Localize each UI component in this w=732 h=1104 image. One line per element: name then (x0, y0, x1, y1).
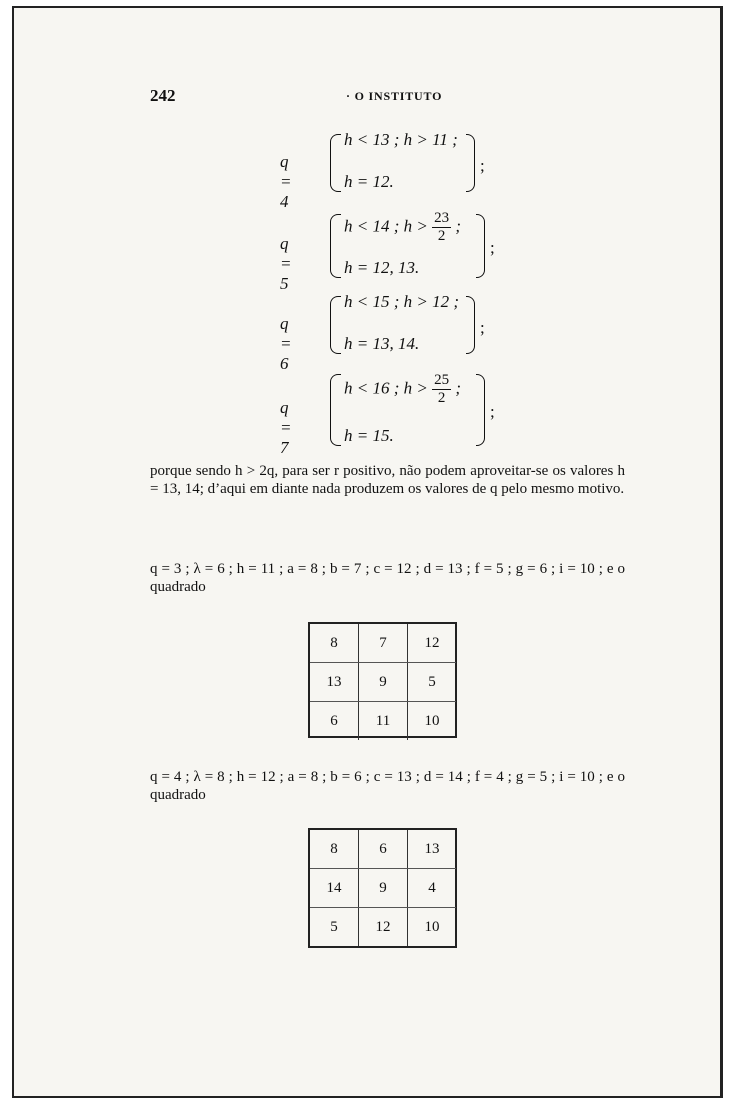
square-cell: 12 (408, 624, 457, 663)
table-row (310, 624, 456, 663)
running-title: · O INSTITUTO (346, 89, 443, 103)
table-row (310, 869, 456, 908)
solution-line: h = 13, 14. (344, 334, 420, 353)
square-cell: 4 (408, 869, 457, 908)
inequality-line: h < 13 ; h > 11 ; (344, 130, 458, 149)
square-cell: 10 (424, 712, 440, 729)
square-cell: 7 (359, 624, 408, 663)
fraction-numerator: 23 (434, 210, 450, 226)
inequality-suffix: ; (451, 378, 462, 398)
assignment-paragraph-2: q = 4 ; λ = 8 ; h = 12 ; a = 8 ; b = 6 ; c = 13 ; d = 14 ; f = 4 ; g = 5 ; i = 10 ; e o quadrado (150, 769, 625, 803)
square-cell: 5 (408, 663, 457, 702)
square-cell: 6 (359, 830, 408, 869)
right-brace (476, 374, 485, 446)
table-row (310, 663, 456, 702)
trailing-semicolon: ; (490, 238, 495, 257)
right-brace (466, 134, 475, 192)
left-brace (330, 374, 341, 446)
square-cell: 8 (310, 830, 359, 869)
fraction (432, 372, 451, 407)
page-header (150, 86, 630, 106)
right-brace (476, 214, 485, 278)
square-cell: 6 (310, 702, 359, 741)
left-brace (330, 134, 341, 192)
square-cell: 13 (310, 663, 359, 702)
square-cell: 12 (359, 908, 408, 947)
square-cell: 10 (424, 918, 440, 935)
trailing-semicolon: ; (490, 402, 495, 421)
left-brace (330, 296, 341, 354)
trailing-semicolon: ; (480, 318, 485, 337)
solution-line: h = 15. (344, 426, 394, 445)
table-row (310, 702, 456, 741)
fraction-numerator: 25 (434, 372, 450, 388)
table-row (310, 830, 456, 869)
inequality-suffix: ; (451, 216, 462, 236)
solution-line: h = 12, 13. (344, 258, 420, 277)
explanation-paragraph: porque sendo h > 2q, para ser r positivo, não podem aproveitar-se os valores h = 13, 14; d’aqui em diante nada produzem os valores de q pelo mesmo motivo. (150, 463, 625, 497)
solution-line: h = 12. (344, 172, 394, 191)
magic-square-2 (310, 830, 456, 946)
magic-square-1 (310, 624, 456, 740)
inequality-line (344, 372, 461, 407)
right-brace (466, 296, 475, 354)
system-label: q = 7 (280, 398, 292, 457)
page-number: 242 (150, 86, 176, 105)
inequality-prefix: h < 16 ; h > (344, 378, 433, 398)
table-row (310, 908, 456, 947)
trailing-semicolon: ; (480, 156, 485, 175)
system-label: q = 6 (280, 314, 292, 373)
fraction (432, 210, 451, 245)
system-label: q = 5 (280, 234, 292, 293)
inequality-line: h < 15 ; h > 12 ; (344, 292, 460, 311)
inequality-prefix: h < 14 ; h > (344, 216, 433, 236)
system-label: q = 4 (280, 152, 292, 211)
fraction-denominator: 2 (437, 390, 446, 406)
left-brace (330, 214, 341, 278)
square-cell: 5 (310, 908, 359, 947)
square-cell: 9 (359, 869, 408, 908)
square-cell: 9 (359, 663, 408, 702)
square-cell: 14 (310, 869, 359, 908)
square-cell: 11 (359, 702, 408, 741)
inequality-line (344, 210, 461, 245)
fraction-denominator: 2 (437, 228, 446, 244)
square-cell: 8 (310, 624, 359, 663)
square-cell: 13 (408, 830, 457, 869)
assignment-paragraph-1: q = 3 ; λ = 6 ; h = 11 ; a = 8 ; b = 7 ; c = 12 ; d = 13 ; f = 5 ; g = 6 ; i = 10 ; e o quadrado (150, 561, 625, 595)
